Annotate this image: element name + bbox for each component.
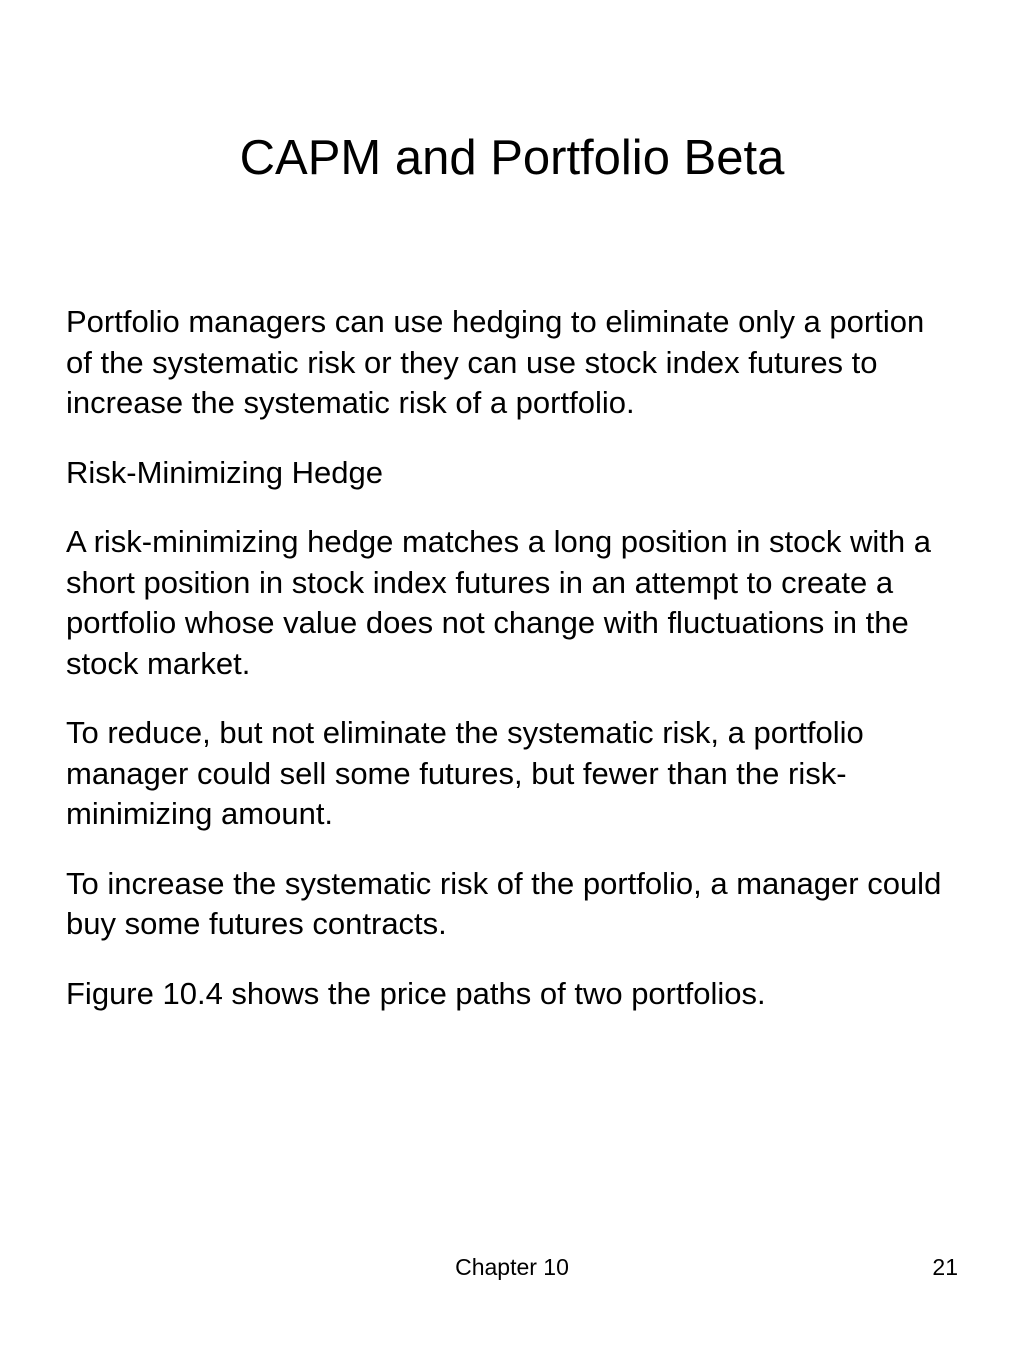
paragraph-figure-reference: Figure 10.4 shows the price paths of two portfolios. [66, 975, 766, 1011]
footer-page-number: 21 [932, 1254, 958, 1280]
footer-chapter: Chapter 10 [455, 1254, 569, 1280]
slide-body [66, 302, 956, 1043]
paragraph-reduce-risk: To reduce, but not eliminate the systematic risk, a portfolio manager could sell some futures, but fewer than the risk-minimizing amount. [66, 715, 864, 831]
paragraph-intro: Portfolio managers can use hedging to eliminate only a portion of the systematic risk or they can use stock index futures to increase the systematic risk of a portfolio. [66, 304, 925, 420]
slide-title: CAPM and Portfolio Beta [239, 131, 785, 185]
paragraph-risk-minimizing-definition: A risk-minimizing hedge matches a long position in stock with a short position in stock index futures in an attempt to create a portfolio whose value does not change with fluctuations in the stock market. [66, 524, 931, 681]
paragraph-increase-risk: To increase the systematic risk of the portfolio, a manager could buy some futures contracts. [66, 865, 942, 941]
paragraph-heading-risk-minimizing-hedge: Risk-Minimizing Hedge [66, 454, 383, 490]
